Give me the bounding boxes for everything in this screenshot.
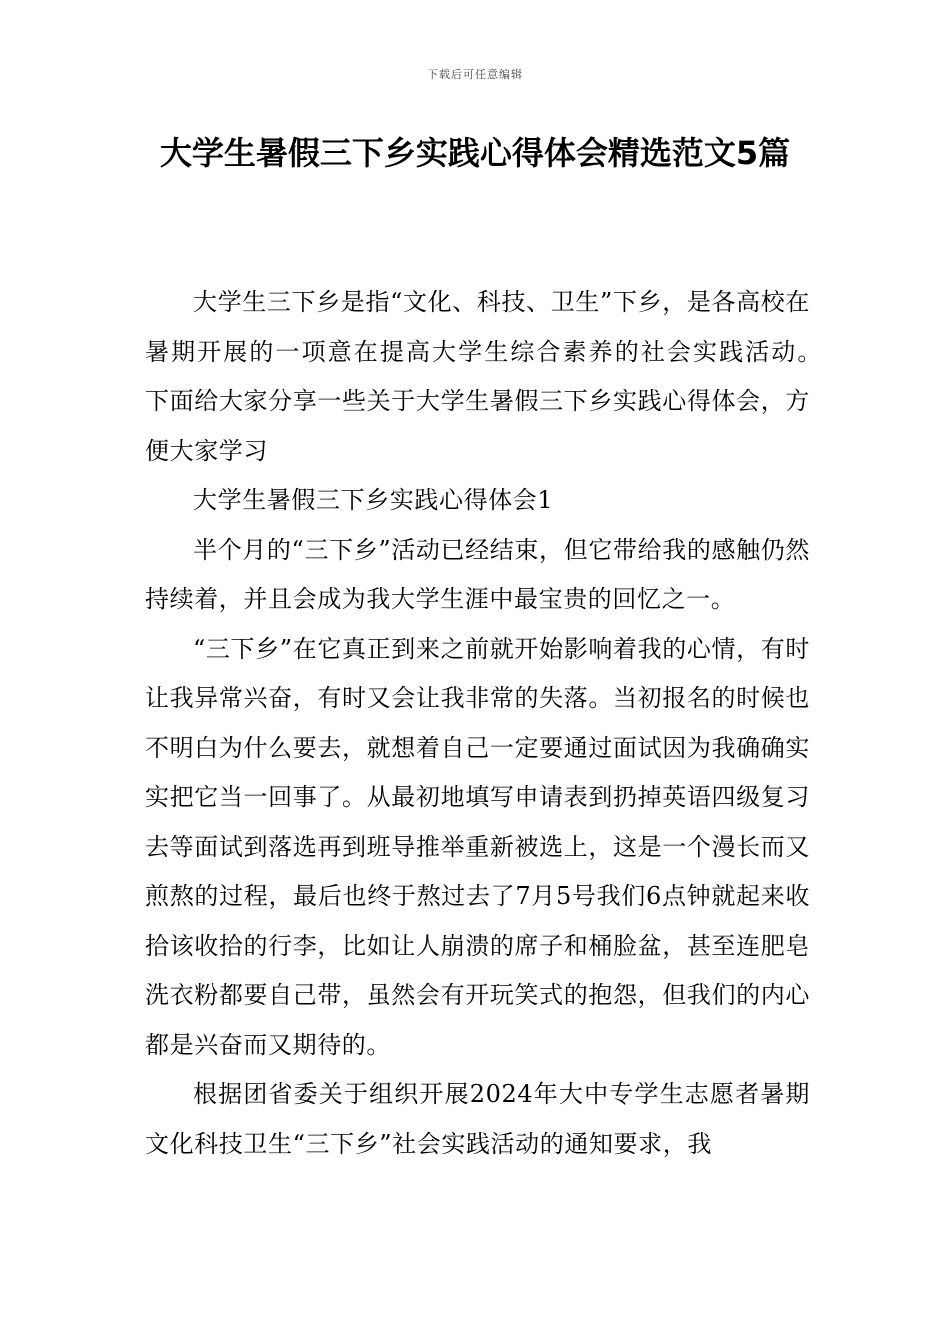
- section-heading: 大学生暑假三下乡实践心得体会1: [193, 486, 554, 514]
- header-note: 下载后可任意编辑: [427, 68, 523, 81]
- body-paragraph: 半个月的“三下乡”活动已经结束，但它带给我的感触仍然持续着，并且会成为我大学生涯中最宝贵的回忆之一。: [145, 535, 810, 613]
- body-paragraph: 根据团省委关于组织开展2024年大中专学生志愿者暑期文化科技卫生“三下乡”社会实践活动的通知要求，我: [145, 1080, 810, 1158]
- document-body: [145, 278, 835, 1169]
- document-title: 大学生暑假三下乡实践心得体会精选范文5篇: [159, 134, 791, 172]
- intro-paragraph: 大学生三下乡是指“文化、科技、卫生”下乡，是各高校在暑期开展的一项意在提高大学生综合素养的社会实践活动。 下面给大家分享一些关于大学生暑假三下乡实践心得体会，方便大家学习: [145, 288, 835, 465]
- body-paragraph: “三下乡”在它真正到来之前就开始影响着我的心情，有时让我异常兴奋，有时又会让我非常的失落。当初报名的时候也不明白为什么要去，就想着自己一定要通过面试因为我确确实实把它当一回事了。从最初地填写申请表到扔掉英语四级复习去等面试到落选再到班导推举重新被选上，这是一个漫长而又煎熬的过程，最后也终于熬过去了7月5号我们6点钟就起来收拾该收拾的行李，比如让人崩溃的席子和桶脸盆，甚至连肥皂洗衣粉都要自己带，虽然会有开玩笑式的抱怨，但我们的内心都是兴奋而又期待的。: [145, 634, 810, 1059]
